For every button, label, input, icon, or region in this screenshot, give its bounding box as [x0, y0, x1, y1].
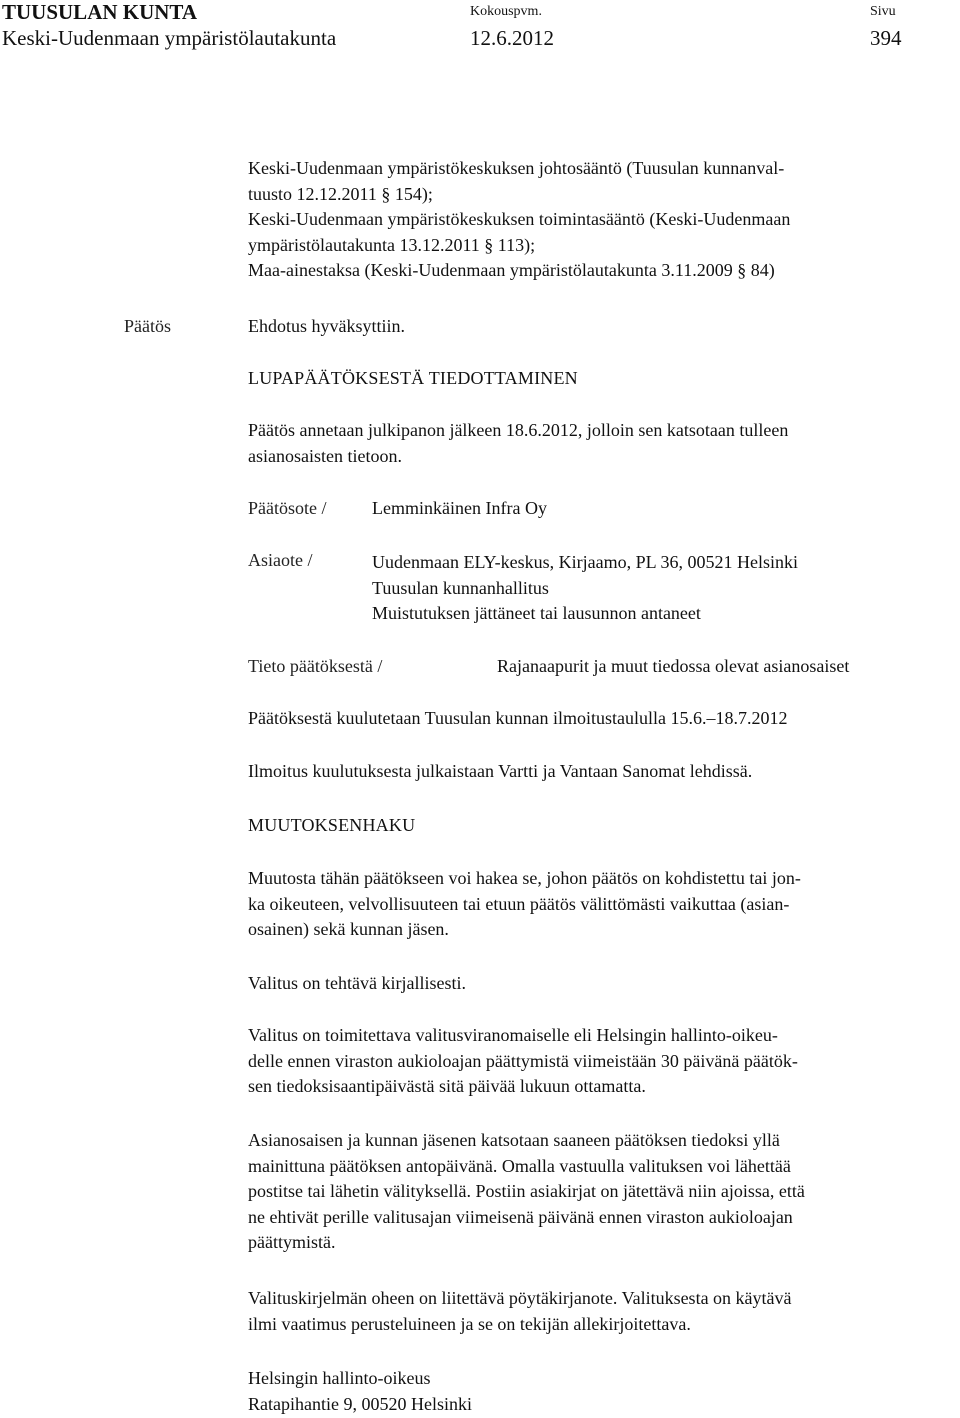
appeal-paragraph [248, 866, 960, 943]
intro-line: Keski-Uudenmaan ympäristökeskuksen johtosääntö (Tuusulan kunnanval- [248, 158, 785, 178]
meeting-date-label: Kokouspvm. [470, 4, 542, 19]
meeting-date: 12.6.2012 [470, 26, 554, 50]
court-address [248, 1366, 960, 1417]
appeal-line: mainittuna päätöksen antopäivänä. Omalla vastuulla valituksen voi lähettää [248, 1155, 791, 1176]
page-label: Sivu [870, 4, 896, 19]
case-copy-recipient: Tuusulan kunnanhallitus [372, 577, 549, 598]
appeal-line: ilmi vaatimus perusteluineen ja se on tekijän allekirjoitettava. [248, 1313, 691, 1334]
appeal-line: ne ehtivät perille valitusajan viimeisenä päivänä ennen viraston aukioloajan [248, 1206, 793, 1227]
case-copy-recipient: Uudenmaan ELY-keskus, Kirjaamo, PL 36, 00521 Helsinki [372, 552, 798, 572]
decision-label: Päätös [124, 316, 171, 336]
intro-line: Keski-Uudenmaan ympäristökeskuksen toimintasääntö (Keski-Uudenmaan [248, 209, 791, 229]
appeal-paragraph [248, 1023, 960, 1100]
case-copy-label: Asiaote / [248, 550, 313, 570]
intro-line: Maa-ainestaksa (Keski-Uudenmaan ympäristölautakunta 3.11.2009 § 84) [248, 260, 775, 280]
case-copy-recipients [372, 550, 798, 627]
info-label: Tieto päätöksestä / [248, 656, 383, 676]
intro-references [248, 156, 960, 284]
appeal-line: delle ennen viraston aukioloajan päättymistä viimeistään 30 päivänä päätök- [248, 1050, 798, 1071]
announcement-heading: LUPAPÄÄTÖKSESTÄ TIEDOTTAMINEN [248, 368, 578, 388]
appeal-paragraph [248, 971, 960, 997]
appeal-line: postitse tai lähetin välityksellä. Postiin asiakirjat on jätettävä niin ajoissa, että [248, 1181, 805, 1201]
appeal-line: Valitus on tehtävä kirjallisesti. [248, 973, 466, 993]
intro-line: tuusto 12.12.2011 § 154); [248, 183, 433, 204]
info-recipient: Rajanaapurit ja muut tiedossa olevat asianosaiset [497, 656, 850, 676]
appeal-line: Valitus on toimitettava valitusviranomaiselle eli Helsingin hallinto-oikeu- [248, 1025, 778, 1045]
announcement-line: asianosaisten tietoon. [248, 445, 402, 466]
committee-name: Keski-Uudenmaan ympäristölautakunta [2, 26, 337, 50]
announcement-text [248, 418, 960, 469]
court-street-address: Ratapihantie 9, 00520 Helsinki [248, 1393, 472, 1414]
appeal-line: Valituskirjelmän oheen on liitettävä pöytäkirjanote. Valituksesta on käytävä [248, 1288, 792, 1308]
appeal-paragraph [248, 1286, 960, 1337]
page-number: 394 [870, 26, 902, 50]
case-copy-recipient: Muistutuksen jättäneet tai lausunnon antaneet [372, 603, 701, 623]
announcement-line: Päätös annetaan julkipanon jälkeen 18.6.2012, jolloin sen katsotaan tulleen [248, 420, 789, 440]
appeal-heading: MUUTOKSENHAKU [248, 815, 416, 835]
appeal-line: Asianosaisen ja kunnan jäsenen katsotaan saaneen päätöksen tiedoksi yllä [248, 1130, 780, 1150]
decision-text: Ehdotus hyväksyttiin. [248, 316, 405, 336]
newspaper-notice-text: Ilmoitus kuulutuksesta julkaistaan Vartti ja Vantaan Sanomat lehdissä. [248, 761, 753, 781]
appeal-line: sen tiedoksisaantipäivästä sitä päivää lukuun ottamatta. [248, 1076, 646, 1096]
decision-copy-label: Päätösote / [248, 498, 327, 518]
decision-copy-recipient: Lemminkäinen Infra Oy [372, 498, 547, 518]
appeal-line: Muutosta tähän päätökseen voi hakea se, johon päätös on kohdistettu tai jon- [248, 868, 801, 888]
appeal-paragraph [248, 1128, 960, 1256]
appeal-line: päättymistä. [248, 1232, 336, 1252]
appeal-line: ka oikeuteen, velvollisuuteen tai etuun päätös välittömästi vaikuttaa (asian- [248, 893, 790, 914]
court-name: Helsingin hallinto-oikeus [248, 1368, 431, 1388]
appeal-line: osainen) sekä kunnan jäsen. [248, 919, 449, 939]
intro-line: ympäristölautakunta 13.12.2011 § 113); [248, 234, 536, 255]
municipality-name: TUUSULAN KUNTA [2, 0, 198, 24]
notice-board-text: Päätöksestä kuulutetaan Tuusulan kunnan ilmoitustaululla 15.6.–18.7.2012 [248, 708, 788, 728]
